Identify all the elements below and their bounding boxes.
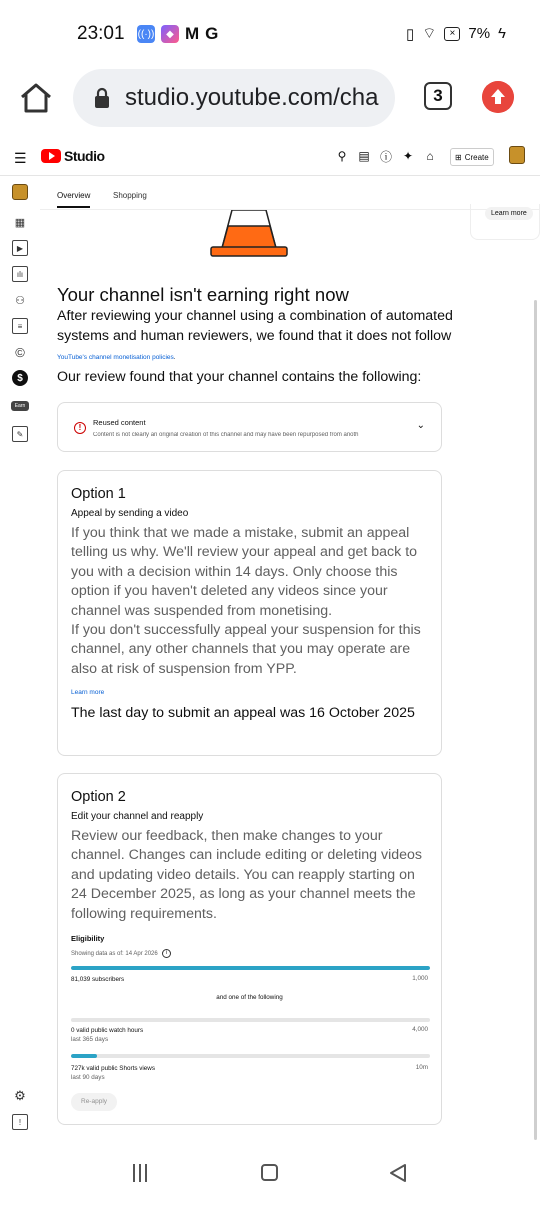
option-2-card	[57, 773, 442, 1125]
reapply-button[interactable]: Re-apply	[71, 1093, 117, 1111]
status-bar	[0, 0, 540, 62]
reused-content-panel[interactable]	[57, 402, 442, 452]
customisation-icon[interactable]: ✎	[12, 426, 28, 442]
broadcast-icon: ((·))	[137, 25, 155, 43]
one-of-following-label: and one of the following	[216, 994, 283, 1001]
home-icon[interactable]	[18, 80, 54, 116]
traffic-cone-illustration	[210, 210, 288, 258]
gmail-icon: M	[185, 24, 200, 43]
recent-apps-icon[interactable]	[133, 1164, 151, 1182]
earn-tabs	[40, 176, 540, 210]
side-navigation	[0, 176, 40, 1136]
subscribers-requirement: 81,039 subscribers	[71, 976, 125, 983]
community-icon[interactable]: ⚇	[15, 294, 25, 307]
create-button[interactable]: ⊞ Create	[450, 148, 494, 166]
channel-avatar[interactable]	[12, 184, 28, 200]
header-actions	[335, 149, 437, 163]
update-icon[interactable]	[482, 81, 514, 113]
subscribers-progress-bar	[71, 966, 430, 970]
system-navigation-bar	[0, 1140, 540, 1206]
warning-icon: !	[74, 422, 86, 434]
option-2-title: Option 2	[71, 789, 126, 805]
battery-level: 7%	[468, 25, 491, 42]
notification-icons	[137, 24, 218, 44]
bell-icon[interactable]: ⌂	[426, 149, 434, 163]
subtitles-icon[interactable]: ≡	[12, 318, 28, 334]
earn-badge[interactable]: Earn	[11, 401, 29, 411]
clock: 23:01	[77, 23, 125, 44]
account-avatar[interactable]	[509, 146, 525, 164]
option-1-title: Option 1	[71, 486, 126, 502]
copyright-icon[interactable]: ©	[15, 344, 25, 360]
option-1-card	[57, 470, 442, 756]
reused-content-description: Content is not clearly an original creation of this channel and may have been repurposed from anoth	[93, 432, 359, 438]
chevron-down-icon[interactable]: ⌄	[416, 420, 425, 431]
shorts-views-target: 10m	[415, 1064, 428, 1071]
reused-content-title: Reused content	[93, 418, 146, 427]
settings-icon[interactable]: ⚙	[14, 1088, 26, 1103]
watch-hours-requirement: 0 valid public watch hours last 365 days	[71, 1027, 144, 1043]
home-button-icon[interactable]	[261, 1164, 278, 1181]
help-icon[interactable]: ⓘ	[379, 149, 392, 164]
dashboard-icon[interactable]: ▦	[14, 216, 26, 229]
shorts-views-progress-bar	[71, 1054, 430, 1058]
vibrate-icon: ▯	[405, 25, 415, 43]
address-bar[interactable]	[73, 69, 395, 127]
watch-hours-progress-bar	[71, 1018, 430, 1022]
youtube-logo-icon	[41, 149, 61, 163]
monetisation-policies-link[interactable]: YouTube's channel monetisation policies	[57, 354, 174, 361]
menu-icon[interactable]: ☰	[14, 150, 27, 166]
info-icon[interactable]: i	[162, 949, 171, 958]
option-1-description: If you think that we made a mistake, submit an appeal telling us why. We'll review your appeal and get back to you with a decision within 14 days. Only choose this option if you haven't deleted any videos since your channel was suspended from monetising. If you don't successfully appeal your suspension for this channel, any other channels that you may operate are also at risk of suspension from YPP.	[71, 525, 421, 677]
review-explanation: After reviewing your channel using a combination of automated systems and human reviewers, we found that it does not follow YouTube's channel monetisation policies. Our review found that your channel contains the following:	[57, 308, 453, 385]
send-feedback-icon[interactable]: !	[12, 1114, 28, 1130]
lock-icon	[93, 87, 111, 109]
charging-icon: ϟ	[498, 25, 506, 42]
option-1-subtitle: Appeal by sending a video	[71, 508, 189, 519]
tab-overview[interactable]: Overview	[57, 191, 90, 208]
option-2-subtitle: Edit your channel and reapply	[71, 811, 204, 822]
studio-logo[interactable]: Studio	[41, 148, 105, 164]
search-icon[interactable]: ⚲	[337, 149, 347, 163]
shortcut-icon: ◆	[161, 25, 179, 43]
earn-dollar-icon[interactable]: $	[12, 370, 28, 386]
option-1-learn-more-link[interactable]: Learn more	[71, 689, 105, 696]
system-icons	[406, 24, 506, 43]
subscribers-target: 1,000	[412, 975, 428, 982]
google-icon: G	[205, 24, 219, 43]
learn-more-card	[470, 204, 540, 240]
browser-toolbar	[0, 62, 540, 138]
watch-hours-target: 4,000	[412, 1026, 428, 1033]
tab-shopping[interactable]: Shopping	[113, 191, 147, 200]
tab-switcher-button[interactable]: 3	[424, 82, 452, 110]
url-text: studio.youtube.com/cha	[125, 84, 379, 111]
battery-saver-icon: ×	[444, 27, 460, 41]
analytics-icon[interactable]: ılı	[12, 266, 28, 282]
content-icon[interactable]: ▶	[12, 240, 28, 256]
shorts-views-requirement: 727k valid public Shorts views last 90 days	[71, 1065, 155, 1081]
page-scrollbar[interactable]	[534, 300, 537, 1140]
back-icon[interactable]	[388, 1163, 408, 1183]
eligibility-heading: Eligibility	[71, 934, 105, 943]
option-2-description: Review our feedback, then make changes to your channel. Changes can include editing or deleting videos and updating video details. You can reapply starting on 24 December 2025, as long as your channel meets the following requirements.	[71, 828, 422, 922]
studio-header	[0, 138, 540, 176]
learn-more-button[interactable]: Learn more	[485, 207, 533, 220]
wifi-icon: ⌔	[422, 25, 437, 42]
add-video-icon: ⊞	[455, 152, 462, 162]
page-title: Your channel isn't earning right now	[57, 284, 349, 305]
data-date: Showing data as of: 14 Apr 2026 i	[71, 949, 171, 958]
appeal-deadline: The last day to submit an appeal was 16 October 2025	[71, 705, 415, 721]
feedback-icon[interactable]: ▤	[358, 149, 370, 163]
sparkle-icon[interactable]: ✦	[402, 149, 414, 163]
